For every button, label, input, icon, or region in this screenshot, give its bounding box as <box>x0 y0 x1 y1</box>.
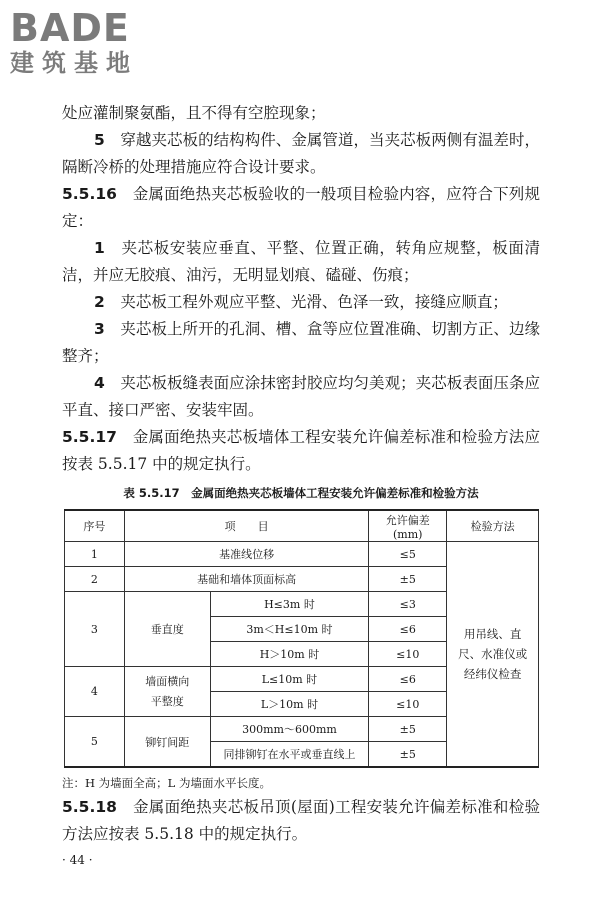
list-item <box>62 316 540 370</box>
logo-subtitle: 建筑基地 <box>10 49 138 77</box>
document-body <box>62 100 540 870</box>
row-number: 2 <box>65 567 125 592</box>
row-tolerance: ≤6 <box>369 617 447 642</box>
row-tolerance: ≤5 <box>369 542 447 567</box>
row-number: 4 <box>65 667 125 717</box>
row-condition: 300mm～600mm <box>210 717 369 742</box>
section-text: 金属面绝热夹芯板墙体工程安装允许偏差标准和检验方法应按表 5.5.17 中的规定执行。 <box>62 428 540 473</box>
item-line: 墙面横向 <box>145 674 190 688</box>
row-number: 5 <box>65 717 125 768</box>
row-condition: H＞10m 时 <box>210 642 369 667</box>
row-item: 基础和墙体顶面标高 <box>124 567 368 592</box>
row-tolerance: ±5 <box>369 567 447 592</box>
row-condition: L≤10m 时 <box>210 667 369 692</box>
row-item: 铆钉间距 <box>124 717 210 768</box>
section-text: 金属面绝热夹芯板吊顶(屋面)工程安装允许偏差标准和检验方法应按表 5.5.18 中的规定执行。 <box>62 798 540 843</box>
item-number: 2 <box>94 293 105 311</box>
method-line: 尺、水准仪或 <box>458 647 528 661</box>
row-condition: H≤3m 时 <box>210 592 369 617</box>
header-cell: 项 目 <box>124 510 368 542</box>
row-number: 1 <box>65 542 125 567</box>
list-item <box>62 370 540 424</box>
item-number: 1 <box>94 239 105 257</box>
row-tolerance: ±5 <box>369 717 447 742</box>
table-note: 注：H 为墙面全高；L 为墙面水平长度。 <box>62 776 271 790</box>
table-row <box>65 542 539 567</box>
row-item: 基准线位移 <box>124 542 368 567</box>
clause-number: 5 <box>94 131 105 149</box>
row-tolerance: ≤10 <box>369 642 447 667</box>
list-item <box>62 289 540 316</box>
item-text: 夹芯板工程外观应平整、光滑、色泽一致，接缝应顺直； <box>120 293 508 311</box>
row-condition: L＞10m 时 <box>210 692 369 717</box>
page-number: · 44 · <box>62 853 93 867</box>
tolerance-table <box>64 509 539 768</box>
row-item: 垂直度 <box>124 592 210 667</box>
section-paragraph <box>62 424 540 478</box>
item-number: 4 <box>94 374 105 392</box>
logo <box>10 8 180 78</box>
item-line: 平整度 <box>150 694 184 708</box>
header-cell: 检验方法 <box>447 510 539 542</box>
item-number: 3 <box>94 320 105 338</box>
row-number: 3 <box>65 592 125 667</box>
row-tolerance: ≤3 <box>369 592 447 617</box>
paragraph: 处应灌制聚氨酯，且不得有空腔现象； <box>62 104 326 122</box>
item-text: 夹芯板安装应垂直、平整、位置正确，转角应规整，板面清洁，并应无胶痕、油污，无明显划痕、磕碰、伤痕； <box>62 239 540 284</box>
row-tolerance: ±5 <box>369 742 447 768</box>
row-item <box>124 667 210 717</box>
section-paragraph <box>62 794 540 848</box>
row-condition: 同排铆钉在水平或垂直线上 <box>210 742 369 768</box>
inspection-method <box>447 542 539 768</box>
table-caption: 表 5.5.17 金属面绝热夹芯板墙体工程安装允许偏差标准和检验方法 <box>123 486 479 500</box>
table-header-row <box>65 510 539 542</box>
section-text: 金属面绝热夹芯板验收的一般项目检验内容，应符合下列规定： <box>62 185 540 230</box>
row-tolerance: ≤10 <box>369 692 447 717</box>
section-paragraph <box>62 181 540 235</box>
method-line: 经纬仪检查 <box>463 667 522 681</box>
header-cell: 序号 <box>65 510 125 542</box>
section-number: 5.5.18 <box>62 798 117 816</box>
item-text: 夹芯板上所开的孔洞、槽、盒等应位置准确、切割方正、边缘整齐； <box>62 320 540 365</box>
section-number: 5.5.17 <box>62 428 117 446</box>
method-line: 用吊线、直 <box>463 627 522 641</box>
list-item <box>62 235 540 289</box>
row-condition: 3m＜H≤10m 时 <box>210 617 369 642</box>
section-number: 5.5.16 <box>62 185 117 203</box>
row-tolerance: ≤6 <box>369 667 447 692</box>
paragraph <box>62 127 540 181</box>
logo-brand: BADE <box>10 6 130 50</box>
header-cell: 允许偏差(mm) <box>369 510 447 542</box>
item-text: 夹芯板板缝表面应涂抹密封胶应均匀美观；夹芯板表面压条应平直、接口严密、安装牢固。 <box>62 374 540 419</box>
clause-text: 穿越夹芯板的结构构件、金属管道，当夹芯板两侧有温差时，隔断冷桥的处理措施应符合设计要求。 <box>62 131 540 176</box>
